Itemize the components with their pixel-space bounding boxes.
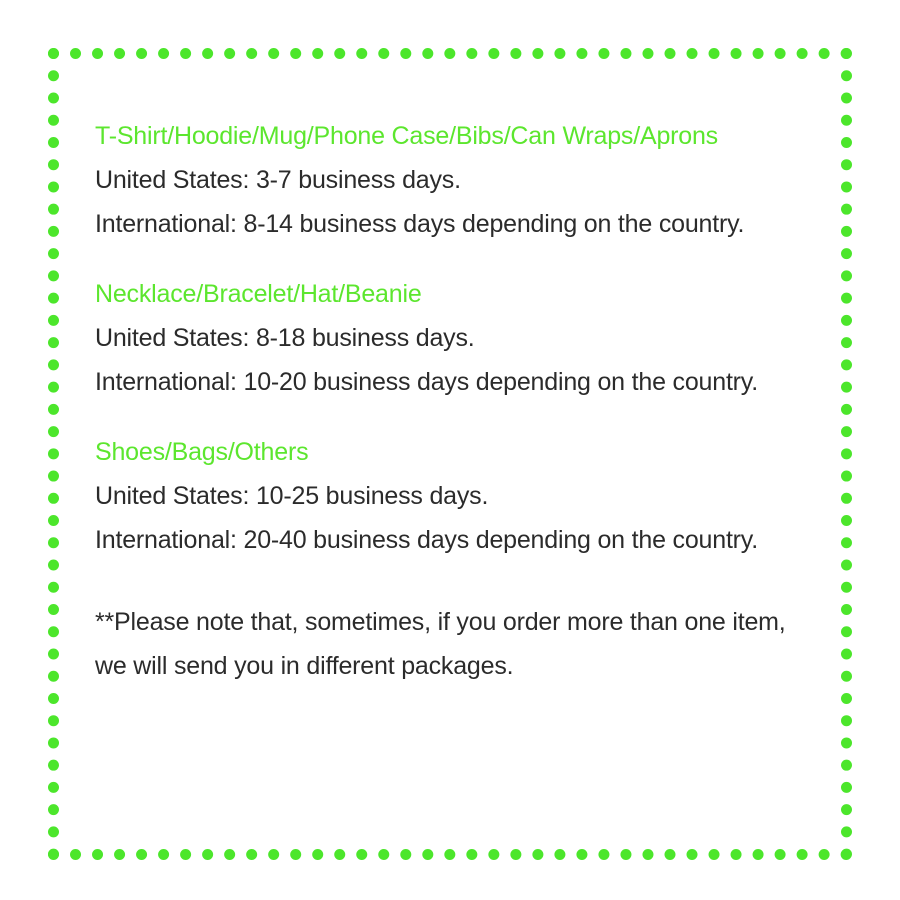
shipping-section-shoes-bags <box>95 434 805 562</box>
shipping-line-international: International: 10-20 business days depending on the country. <box>95 368 759 396</box>
shipping-section-accessories <box>95 276 805 404</box>
shipping-line-domestic: United States: 3-7 business days. <box>95 166 461 194</box>
shipping-note: **Please note that, sometimes, if you order more than one item, we will send you in different packages. <box>95 608 786 680</box>
shipping-line-international: International: 20-40 business days depending on the country. <box>95 526 759 554</box>
section-heading: T-Shirt/Hoodie/Mug/Phone Case/Bibs/Can Wraps/Aprons <box>95 122 718 150</box>
shipping-line-domestic: United States: 8-18 business days. <box>95 324 475 352</box>
shipping-line-domestic: United States: 10-25 business days. <box>95 482 489 510</box>
shipping-section-apparel <box>95 118 805 246</box>
card-content <box>95 118 805 688</box>
shipping-line-international: International: 8-14 business days depending on the country. <box>95 210 745 238</box>
section-heading: Necklace/Bracelet/Hat/Beanie <box>95 280 422 308</box>
section-heading: Shoes/Bags/Others <box>95 438 309 466</box>
